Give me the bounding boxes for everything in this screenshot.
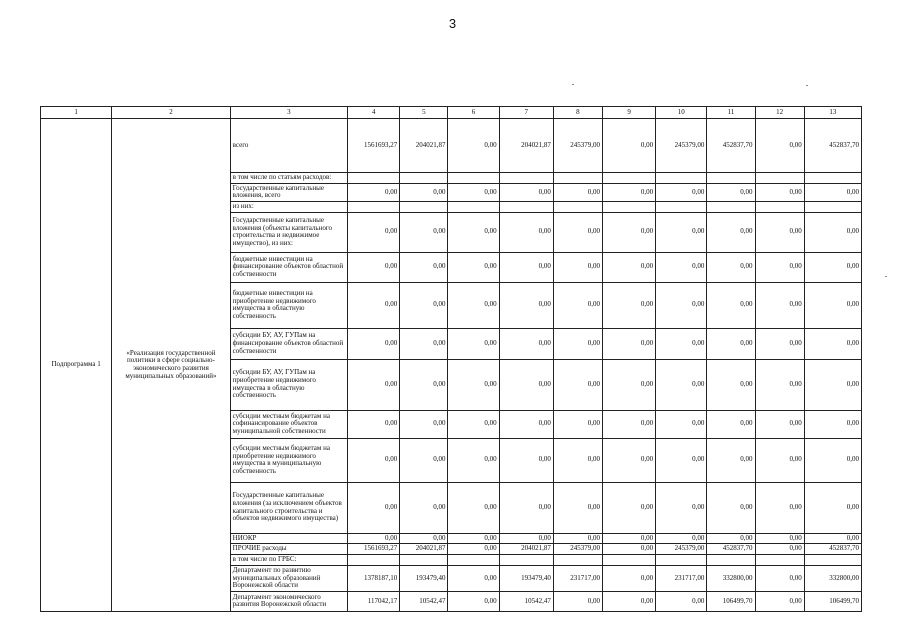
value-cell [499,202,553,213]
value-cell: 0,00 [656,482,707,533]
value-cell: 0,00 [755,252,804,282]
value-cell: 0,00 [499,359,553,410]
value-cell [553,202,602,213]
row-label: субсидии местным бюджетам на приобретение недвижимого имущества в муниципальную собственность [230,438,347,482]
value-cell: 0,00 [804,252,861,282]
value-cell: 245379,00 [553,544,602,555]
col-header: 2 [112,107,230,119]
value-cell: 0,00 [804,359,861,410]
value-cell [348,555,400,566]
value-cell [499,173,553,184]
value-cell: 0,00 [499,410,553,438]
value-cell: 0,00 [707,252,755,282]
value-cell: 0,00 [602,533,655,544]
value-cell: 0,00 [400,410,448,438]
value-cell: 0,00 [553,482,602,533]
value-cell: 0,00 [755,328,804,359]
value-cell: 0,00 [755,183,804,201]
value-cell: 1561693,27 [348,119,400,173]
value-cell [448,173,499,184]
value-cell: 0,00 [400,212,448,252]
value-cell: 0,00 [448,533,499,544]
value-cell: 0,00 [499,328,553,359]
col-header: 11 [707,107,755,119]
value-cell: 0,00 [348,359,400,410]
value-cell: 0,00 [707,282,755,328]
table-body [41,119,862,612]
value-cell: 0,00 [448,119,499,173]
value-cell: 0,00 [804,482,861,533]
value-cell: 0,00 [400,438,448,482]
value-cell: 0,00 [348,328,400,359]
value-cell: 0,00 [656,410,707,438]
value-cell: 0,00 [448,565,499,591]
value-cell: 0,00 [707,482,755,533]
value-cell [656,202,707,213]
value-cell: 10542,47 [499,591,553,611]
value-cell: 0,00 [499,252,553,282]
value-cell: 0,00 [707,183,755,201]
col-header: 1 [41,107,112,119]
row-label: субсидии БУ, АУ, ГУПам на финансирование объектов областной собственности [230,328,347,359]
value-cell: 0,00 [348,410,400,438]
row-label: ПРОЧИЕ расходы [230,544,347,555]
value-cell [804,555,861,566]
value-cell: 0,00 [553,212,602,252]
value-cell: 0,00 [499,438,553,482]
value-cell: 0,00 [400,533,448,544]
value-cell: 0,00 [553,591,602,611]
value-cell: 0,00 [602,565,655,591]
value-cell [400,555,448,566]
value-cell: 0,00 [499,282,553,328]
value-cell: 0,00 [448,212,499,252]
value-cell [755,555,804,566]
value-cell: 0,00 [553,533,602,544]
program-name-cell: Подпрограмма 1 [41,119,112,612]
value-cell: 0,00 [499,183,553,201]
budget-table [40,106,862,612]
value-cell: 0,00 [656,591,707,611]
col-header: 8 [553,107,602,119]
value-cell: 0,00 [448,183,499,201]
value-cell [656,173,707,184]
value-cell: 0,00 [656,359,707,410]
row-label: бюджетные инвестиции на приобретение недвижимого имущества в областную собственность [230,282,347,328]
value-cell: 0,00 [400,183,448,201]
scan-speck [885,276,887,277]
value-cell: 0,00 [707,212,755,252]
value-cell: 0,00 [448,544,499,555]
value-cell: 0,00 [553,183,602,201]
value-cell: 0,00 [553,282,602,328]
value-cell: 0,00 [499,482,553,533]
value-cell [553,173,602,184]
value-cell: 0,00 [707,410,755,438]
value-cell: 0,00 [348,212,400,252]
scan-speck [806,85,808,86]
value-cell: 0,00 [348,533,400,544]
row-label: всего [230,119,347,173]
col-header: 6 [448,107,499,119]
value-cell: 0,00 [400,482,448,533]
value-cell: 0,00 [348,438,400,482]
value-cell: 0,00 [448,328,499,359]
col-header: 5 [400,107,448,119]
col-header: 4 [348,107,400,119]
value-cell [448,555,499,566]
value-cell [553,555,602,566]
value-cell [348,173,400,184]
value-cell: 0,00 [448,482,499,533]
value-cell: 0,00 [602,410,655,438]
value-cell [602,202,655,213]
value-cell [707,173,755,184]
value-cell: 0,00 [400,328,448,359]
value-cell: 332800,00 [804,565,861,591]
value-cell: 204021,87 [400,119,448,173]
value-cell: 0,00 [804,410,861,438]
page-number: 3 [448,16,457,31]
value-cell: 245379,00 [553,119,602,173]
value-cell: 0,00 [707,328,755,359]
value-cell: 0,00 [348,282,400,328]
value-cell [804,202,861,213]
value-cell: 0,00 [602,438,655,482]
value-cell [602,555,655,566]
value-cell: 0,00 [755,212,804,252]
value-cell: 0,00 [448,252,499,282]
value-cell: 231717,00 [553,565,602,591]
value-cell: 0,00 [656,212,707,252]
row-label: Департамент экономического развития Воронежской области [230,591,347,611]
value-cell: 0,00 [602,119,655,173]
value-cell: 0,00 [755,591,804,611]
row-label: в том числе по ГРБС: [230,555,347,566]
value-cell [400,173,448,184]
value-cell [499,555,553,566]
value-cell: 193479,40 [400,565,448,591]
value-cell: 0,00 [602,282,655,328]
value-cell: 0,00 [656,533,707,544]
value-cell: 0,00 [602,544,655,555]
value-cell: 0,00 [656,252,707,282]
col-header: 9 [602,107,655,119]
value-cell [755,173,804,184]
value-cell: 0,00 [656,282,707,328]
value-cell: 0,00 [553,252,602,282]
value-cell: 0,00 [499,533,553,544]
program-title-cell: «Реализация государственной политики в сфере социально-экономического развития муниципальных образований» [112,119,230,612]
col-header: 10 [656,107,707,119]
value-cell: 0,00 [602,328,655,359]
value-cell: 0,00 [707,438,755,482]
value-cell: 0,00 [553,438,602,482]
header-row [41,107,862,119]
value-cell: 0,00 [804,282,861,328]
col-header: 3 [230,107,347,119]
value-cell: 0,00 [656,183,707,201]
value-cell: 0,00 [602,591,655,611]
value-cell: 0,00 [755,119,804,173]
value-cell: 10542,47 [400,591,448,611]
value-cell: 0,00 [448,438,499,482]
value-cell: 0,00 [348,482,400,533]
value-cell: 0,00 [755,410,804,438]
value-cell: 0,00 [755,438,804,482]
value-cell: 0,00 [448,591,499,611]
value-cell: 117042,17 [348,591,400,611]
value-cell: 0,00 [707,533,755,544]
value-cell [348,202,400,213]
value-cell: 0,00 [804,212,861,252]
value-cell: 0,00 [656,438,707,482]
value-cell: 332800,00 [707,565,755,591]
row-label: бюджетные инвестиции на финансирование объектов областной собственности [230,252,347,282]
value-cell: 1378187,10 [348,565,400,591]
row-label: НИОКР [230,533,347,544]
value-cell: 0,00 [400,252,448,282]
row-label: Государственные капитальные вложения (объекты капитального строительства и недвижимое имущество), из них: [230,212,347,252]
value-cell: 0,00 [602,252,655,282]
value-cell: 0,00 [707,359,755,410]
value-cell: 1561693,27 [348,544,400,555]
value-cell: 0,00 [602,183,655,201]
value-cell: 0,00 [400,282,448,328]
col-header: 7 [499,107,553,119]
value-cell [707,555,755,566]
col-header: 13 [804,107,861,119]
value-cell: 0,00 [553,328,602,359]
value-cell: 245379,00 [656,544,707,555]
value-cell: 0,00 [348,252,400,282]
value-cell: 0,00 [499,212,553,252]
value-cell: 0,00 [804,533,861,544]
value-cell: 0,00 [602,359,655,410]
value-cell: 0,00 [602,212,655,252]
value-cell: 245379,00 [656,119,707,173]
table-row [41,119,862,173]
row-label: субсидии местным бюджетам на софинансирование объектов муниципальной собственности [230,410,347,438]
row-label: Государственные капитальные вложения (за исключением объектов капитального строительства и объектов недвижимого имущества) [230,482,347,533]
value-cell: 0,00 [755,359,804,410]
col-header: 12 [755,107,804,119]
value-cell: 0,00 [804,183,861,201]
value-cell: 193479,40 [499,565,553,591]
row-label: в том числе по статьям расходов: [230,173,347,184]
value-cell: 231717,00 [656,565,707,591]
value-cell: 106499,70 [804,591,861,611]
value-cell: 452837,70 [707,544,755,555]
row-label: субсидии БУ, АУ, ГУПам на приобретение недвижимого имущества в областную собственность [230,359,347,410]
value-cell: 0,00 [755,482,804,533]
value-cell: 204021,87 [499,119,553,173]
value-cell: 0,00 [755,565,804,591]
value-cell [707,202,755,213]
value-cell [656,555,707,566]
row-label: Департамент по развитию муниципальных образований Воронежской области [230,565,347,591]
value-cell: 452837,70 [804,544,861,555]
value-cell: 0,00 [348,183,400,201]
value-cell: 0,00 [602,482,655,533]
value-cell: 106499,70 [707,591,755,611]
row-label: Государственные капитальные вложения, всего [230,183,347,201]
value-cell: 0,00 [553,359,602,410]
value-cell: 0,00 [448,359,499,410]
value-cell: 0,00 [448,282,499,328]
value-cell: 452837,70 [804,119,861,173]
scan-speck [572,84,574,85]
value-cell: 0,00 [448,410,499,438]
value-cell [448,202,499,213]
value-cell: 0,00 [804,438,861,482]
value-cell: 0,00 [755,533,804,544]
value-cell: 0,00 [400,359,448,410]
value-cell: 0,00 [656,328,707,359]
value-cell [804,173,861,184]
value-cell: 0,00 [804,328,861,359]
value-cell: 0,00 [553,410,602,438]
row-label: из них: [230,202,347,213]
value-cell: 0,00 [755,544,804,555]
value-cell [602,173,655,184]
value-cell [400,202,448,213]
value-cell: 0,00 [755,282,804,328]
value-cell [755,202,804,213]
value-cell: 204021,87 [499,544,553,555]
value-cell: 204021,87 [400,544,448,555]
value-cell: 452837,70 [707,119,755,173]
